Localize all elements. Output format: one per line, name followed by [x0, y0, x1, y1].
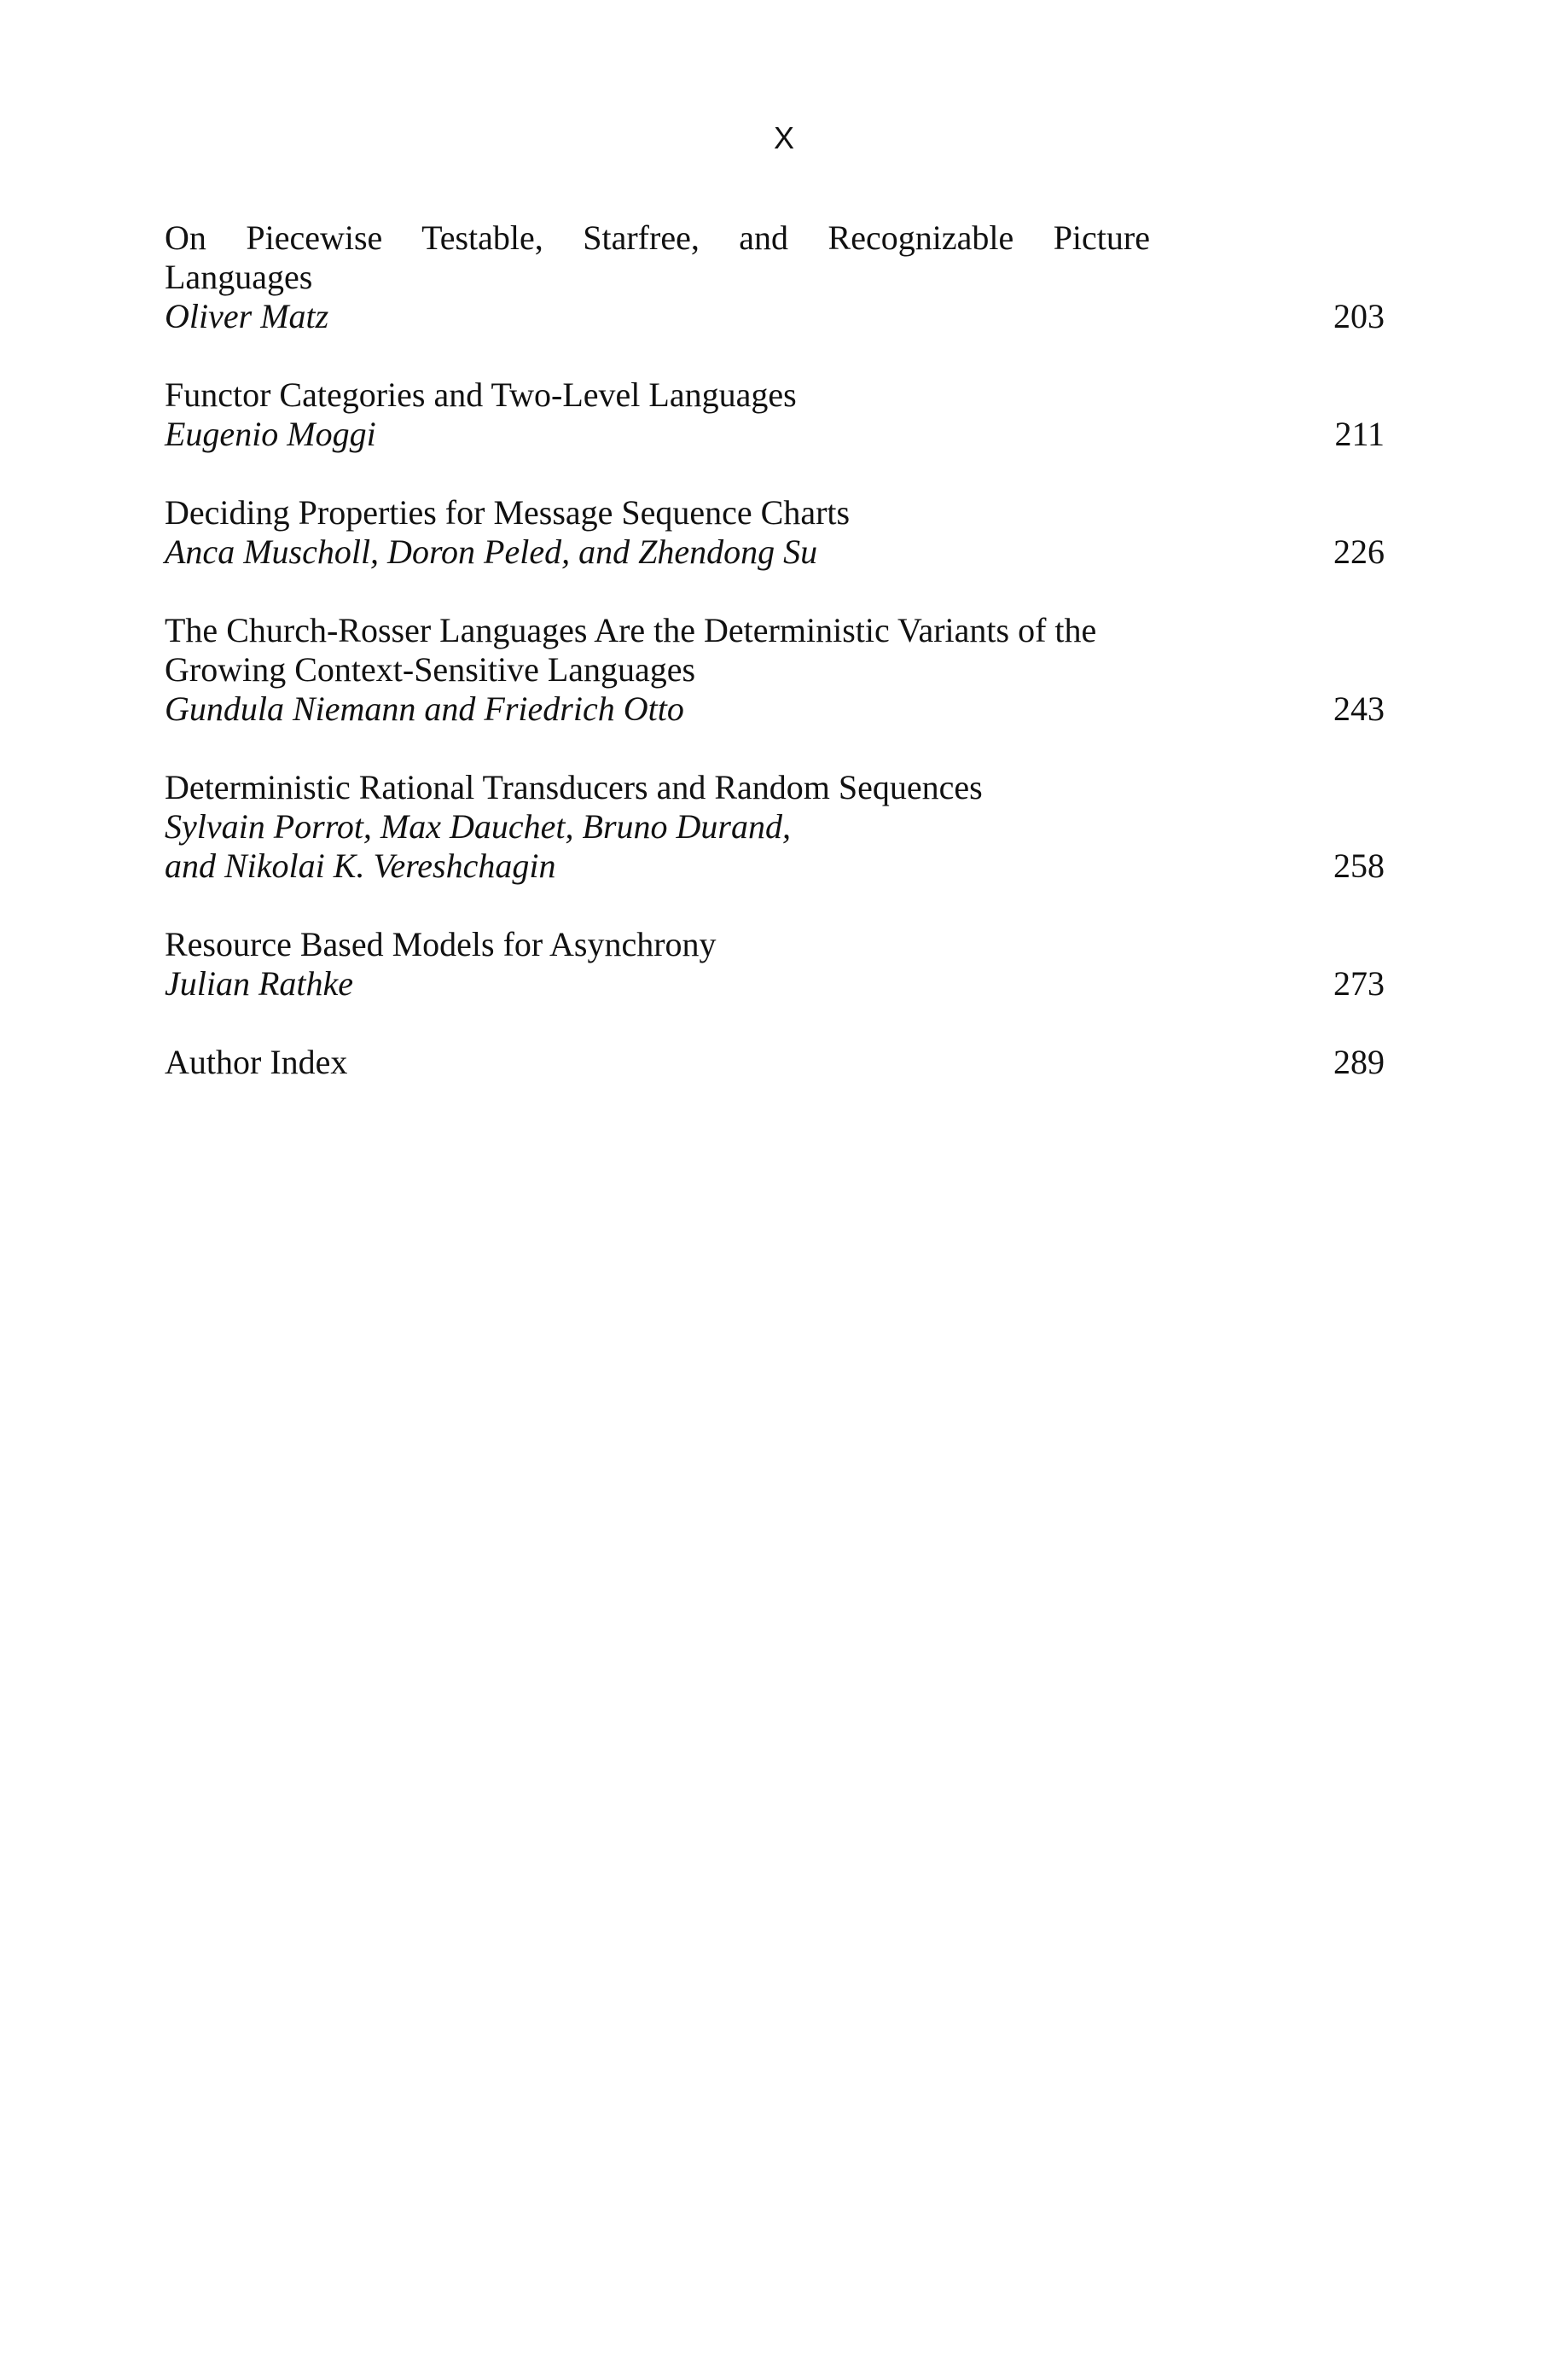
entry-author-line: Eugenio Moggi	[165, 415, 376, 453]
entry-title-line: Languages	[165, 258, 313, 296]
entry-title-line: Functor Categories and Two-Level Languages	[165, 375, 797, 414]
toc-entry-author-index	[165, 1043, 1385, 1082]
entry-title	[165, 218, 1150, 297]
toc-entry	[165, 925, 1385, 1004]
entry-page-number: 226	[1333, 532, 1385, 571]
entry-title-line: Author Index	[165, 1043, 348, 1081]
entry-title-line: Deterministic Rational Transducers and Random Sequences	[165, 768, 983, 806]
toc-entry	[165, 768, 1385, 886]
page-number: X	[773, 120, 794, 155]
entry-authors	[165, 532, 1150, 572]
entry-page-number: 211	[1334, 415, 1385, 453]
table-of-contents	[165, 218, 1385, 1121]
entry-title-line: On Piecewise Testable, Starfree, and Recognizable Picture	[165, 218, 1150, 257]
entry-authors	[165, 415, 1150, 454]
toc-entry	[165, 375, 1385, 454]
entry-title-line: Resource Based Models for Asynchrony	[165, 925, 717, 963]
entry-title	[165, 493, 1150, 532]
entry-page-number: 273	[1333, 964, 1385, 1003]
entry-title	[165, 768, 1150, 807]
entry-author-line: and Nikolai K. Vereshchagin	[165, 847, 556, 885]
entry-page-number: 289	[1333, 1043, 1385, 1081]
entry-authors	[165, 297, 1150, 336]
entry-title-line: Growing Context-Sensitive Languages	[165, 650, 696, 689]
entry-title	[165, 611, 1150, 689]
toc-entry	[165, 218, 1385, 336]
entry-title	[165, 375, 1150, 415]
entry-author-line: Anca Muscholl, Doron Peled, and Zhendong Su	[165, 532, 818, 571]
entry-authors	[165, 964, 1150, 1004]
entry-title-line: Deciding Properties for Message Sequence Charts	[165, 493, 851, 532]
entry-author-line: Julian Rathke	[165, 964, 354, 1003]
entry-page-number: 258	[1333, 847, 1385, 885]
entry-author-line: Sylvain Porrot, Max Dauchet, Bruno Durand,	[165, 807, 791, 846]
entry-title-line: The Church-Rosser Languages Are the Deterministic Variants of the	[165, 611, 1097, 649]
entry-page-number: 203	[1333, 297, 1385, 335]
entry-page-number: 243	[1333, 689, 1385, 728]
entry-author-line: Oliver Matz	[165, 297, 329, 335]
toc-entry	[165, 493, 1385, 572]
entry-authors	[165, 807, 1150, 886]
entry-title	[165, 1043, 1150, 1082]
toc-entry	[165, 611, 1385, 729]
entry-author-line: Gundula Niemann and Friedrich Otto	[165, 689, 684, 728]
entry-authors	[165, 689, 1150, 729]
entry-title	[165, 925, 1150, 964]
